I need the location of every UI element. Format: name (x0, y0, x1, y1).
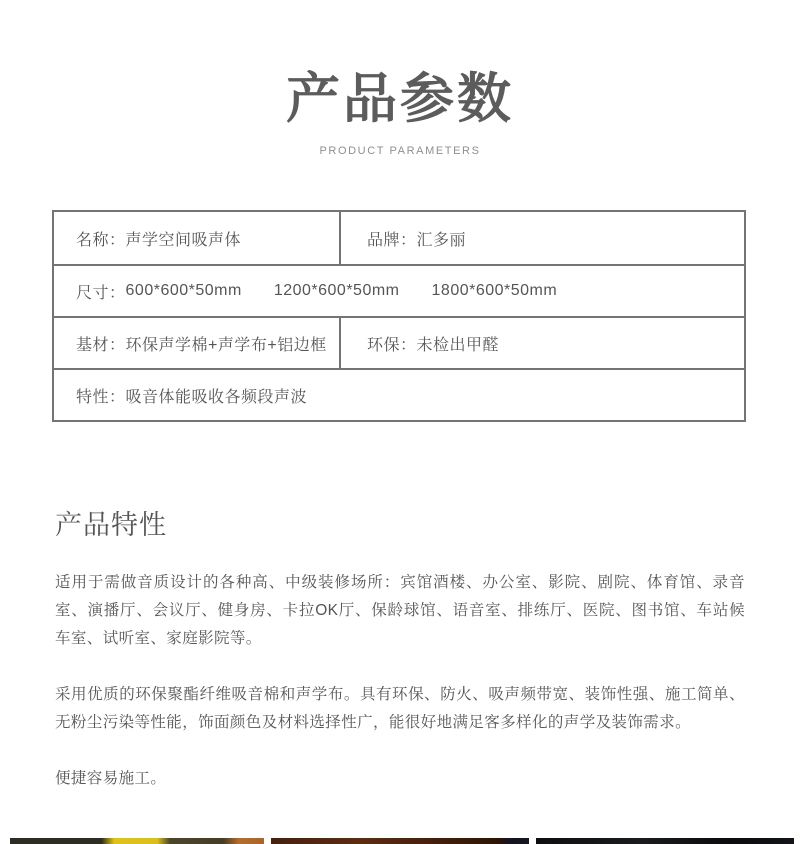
product-photo-1 (10, 838, 264, 844)
feature-paragraph-1: 适用于需做音质设计的各种高、中级装修场所：宾馆酒楼、办公室、影院、剧院、体育馆、录音室、演播厅、会议厅、健身房、卡拉OK厅、保龄球馆、语音室、排练厅、医院、图书馆、车站候车室、试听室、家庭影院等。 (55, 574, 745, 647)
spec-value-size-3: 1800*600*50mm (431, 282, 558, 299)
table-row-name-brand (54, 212, 744, 264)
spec-cell-material (54, 318, 341, 368)
product-photo-3 (536, 838, 794, 844)
spec-label-material: 基材： (76, 336, 126, 354)
spec-value-size-1: 600*600*50mm (125, 282, 242, 299)
spec-cell-eco (341, 318, 744, 368)
spec-value-brand: 汇多丽 (416, 231, 467, 249)
feature-paragraph-3: 便捷容易施工。 (55, 770, 167, 787)
spec-cell-brand (341, 212, 744, 264)
features-heading: 产品特性 (55, 510, 167, 540)
table-row-size (54, 264, 744, 316)
spec-value-name: 声学空间吸声体 (125, 231, 242, 249)
spec-label-name: 名称： (76, 231, 126, 249)
spec-cell-feature (54, 370, 744, 420)
spec-label-brand: 品牌： (367, 231, 417, 249)
spec-table (52, 210, 746, 422)
spec-value-material: 环保声学棉+声学布+铝边框 (125, 336, 327, 354)
table-row-feature (54, 368, 744, 420)
feature-paragraph-2: 采用优质的环保聚酯纤维吸音棉和声学布。具有环保、防火、吸声频带宽、装饰性强、施工简单、无粉尘污染等性能，饰面颜色及材料选择性广，能很好地满足客多样化的声学及装饰需求。 (55, 686, 745, 731)
spec-label-eco: 环保： (367, 336, 417, 354)
spec-value-size-2: 1200*600*50mm (273, 282, 400, 299)
spec-value-feature: 吸音体能吸收各频段声波 (125, 388, 308, 406)
spec-label-size: 尺寸： (76, 284, 126, 302)
page-subtitle: PRODUCT PARAMETERS (319, 145, 481, 157)
spec-label-feature: 特性： (76, 388, 126, 406)
spec-cell-size (54, 266, 744, 316)
table-row-material-eco (54, 316, 744, 368)
page-title: 产品参数 (286, 69, 514, 129)
spec-value-eco: 未检出甲醛 (416, 336, 500, 354)
spec-cell-name (54, 212, 341, 264)
section-header (0, 0, 800, 157)
product-photo-2 (271, 838, 529, 844)
section-features (55, 503, 745, 821)
product-photo-strip (0, 838, 800, 844)
